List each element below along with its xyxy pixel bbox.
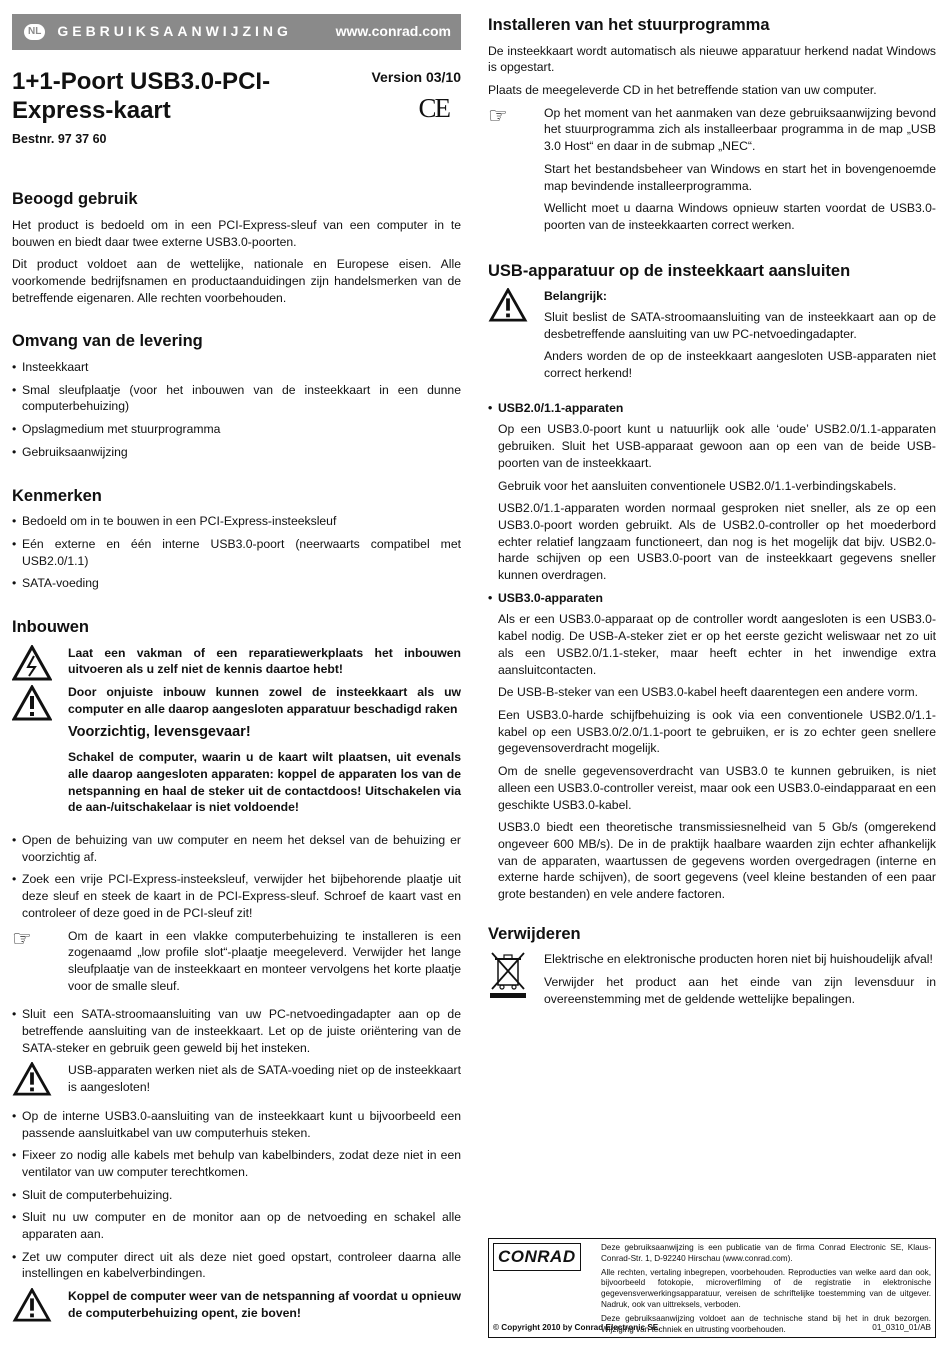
warning-text-2: Door onjuiste inbouw kunnen zowel de insteekkaart als uw computer en alle daarop aangesloten apparatuur beschadigd raken (68, 684, 461, 716)
heading-kenmerken: Kenmerken (12, 486, 102, 505)
document-code: 01_0310_01/AB (872, 1323, 931, 1333)
caution-title: Voorzichtig, levensgevaar! (68, 724, 251, 741)
usb-important-block (488, 288, 936, 388)
installeren-paragraph-2: Plaats de meegeleverde CD in het betreffende station van uw computer. (488, 83, 877, 97)
important-title: Belangrijk: (544, 289, 607, 304)
beoogd-paragraph-1: Het product is bedoeld om in een PCI-Express-sleuf van een computer in te bouwen en biedt daar twee externe USB3.0-poorten. (12, 217, 461, 249)
list-item: • Sluit nu uw computer en de monitor aan op de netvoeding en schakel alle apparaten aan. (12, 1209, 461, 1242)
usb2-paragraph: Op een USB3.0-poort kunt u natuurlijk ook alle ‘oude’ USB2.0/1.1-apparaten gebruiken. Sluit het USB-apparaat gewoon aan op een van de beide USB-poorten van de insteekkaart. (498, 422, 936, 470)
list-item: • Smal sleufplaatje (voor het inbouwen van de insteekkaart in een dunne computerbehuizing) (12, 382, 461, 415)
list-item: • Fixeer zo nodig alle kabels met behulp van kabelbinders, zodat deze niet in een ventilator van uw computer terechtkomen. (12, 1147, 461, 1180)
heading-installeren: Installeren van het stuurprogramma (488, 16, 770, 34)
imprint-paragraph-2: Alle rechten, vertaling inbegrepen, voorbehouden. Reproducties van welke aard dan ook, bijvoorbeeld fotokopie, microverfilming of de registratie in elektronische gegevensverwerkingsapparatuur, vereisen de schriftelijke toestemming van de uitgever. Nadruk, ook van uittreksels, verboden. (601, 1267, 931, 1310)
heading-omvang: Omvang van de levering (12, 332, 203, 351)
ce-mark-icon: CE (418, 93, 449, 124)
header-title: GEBRUIKSAANWIJZING (57, 23, 292, 40)
warning-text-3: USB-apparaten werken niet als de SATA-voeding niet op de insteekkaart is aangesloten! (68, 1063, 461, 1095)
language-badge: NL (24, 24, 45, 40)
right-column (488, 14, 936, 1019)
list-item: • Open de behuizing van uw computer en neem het deksel van de behuizing er voorzichtig af. (12, 832, 461, 865)
heading-usb: USB-apparatuur op de insteekkaart aansluiten (488, 261, 851, 280)
warning-triangle-icon (12, 1288, 52, 1322)
disposal-block (488, 951, 936, 1013)
kenmerken-list (12, 513, 461, 592)
usb3-paragraph: Een USB3.0-harde schijfbehuizing is ook via een conventionele USB2.0/1.1-kabel op een USB3.0/2.0/1.1-poort te gebruiken, er is zo echter geen snellere gegevensoverdracht mogelijk. (498, 707, 936, 756)
important-paragraph-2: Anders worden de op de insteekkaart aangesloten USB-apparaten niet correct herkend! (544, 349, 936, 381)
crossed-bin-icon (488, 951, 528, 999)
usb3-paragraph: USB3.0 biedt een theoretische transmissiesnelheid van 5 Gb/s (omgerekend ongeveer 600 MB/s). De in de praktijk haalbare waarden zijn echter afhankelijk van de apparaten, waartussen de gegevens worden overgedragen (interne en externe harde schijven), de soort gegevens (veel kleine bestanden of een paar grote bestanden) en vele andere factoren. (498, 820, 936, 902)
title-row (12, 68, 461, 127)
inbouwen-warning-block (12, 645, 461, 822)
list-item: • Sluit een SATA-stroomaansluiting van uw PC-netvoedingadapter aan op de betreffende aansluiting van de insteekkaart. Let op de juiste oriëntering van de SATA-steker en gebruik geen geweld bij het insteken. (12, 1006, 461, 1056)
disposal-paragraph-1: Elektrische en elektronische producten horen niet bij huishoudelijk afval! (544, 952, 933, 967)
header-url: www.conrad.com (335, 23, 451, 40)
list-item: • Eén externe en één interne USB3.0-poort (neerwaarts compatibel met USB2.0/1.1) (12, 536, 461, 569)
list-item: • Zet uw computer direct uit als deze niet goed opstart, controleer daarna alle instellingen en kabelverbindingen. (12, 1249, 461, 1282)
install-note-1: Op het moment van het aanmaken van deze gebruiksaanwijzing bevond het stuurprogramma zich als installeerbaar programma in de map „USB 3.0 Host“ en daar in de submap „NEC“. (544, 105, 936, 154)
usb2-paragraph: Gebruik voor het aansluiten conventionele USB2.0/1.1-verbindingskabels. (498, 478, 897, 493)
warning-text-1: Laat een vakman of een reparatiewerkplaats het inbouwen uitvoeren als u zelf niet de kennis daartoe hebt! (68, 645, 461, 677)
product-title: 1+1-Poort USB3.0-PCI-Express-kaart (12, 68, 271, 124)
version-label: Version 03/10 (371, 69, 461, 85)
list-item: • Opslagmedium met stuurprogramma (12, 421, 461, 438)
inbouwen-steps-a (12, 832, 461, 922)
conrad-logo: CONRAD (493, 1243, 581, 1271)
version-box (341, 68, 461, 127)
install-note-block (488, 102, 936, 240)
beoogd-paragraph-2: Dit product voldoet aan de wettelijke, nationale en Europese eisen. Alle voorkomende bedrijfsnamen en productaanduidingen zijn handelsmerken van de betreffende eigenaren. Alle rechten voorbehouden. (12, 257, 461, 305)
list-item: • Sluit de computerbehuizing. (12, 1187, 461, 1204)
sata-warning-block (12, 1062, 461, 1101)
usb2-paragraph: USB2.0/1.1-apparaten worden normaal gesproken niet sneller, als ze op een USB3.0-poort worden gebruikt. Als de USB2.0-controller op het moederbord echter relatief langzaam functioneert, dan nog is het mogelijk dat bijv. USB2.0-harde schijven op een USB3.0-poort van de insteekkaart gegevens sneller kunnen overdragen. (498, 501, 936, 583)
list-item: • Bedoeld om in te bouwen in een PCI-Express-insteeksleuf (12, 513, 461, 530)
warning-text-4: Koppel de computer weer van de netspanning af voordat u opnieuw de computerbehuizing opent, zie boven! (68, 1289, 461, 1320)
important-paragraph-1: Sluit beslist de SATA-stroomaansluiting van de insteekkaart aan op de desbetreffende aansluiting van uw PC-netvoedingadapter. (544, 309, 936, 341)
warning-triangle-icon (488, 288, 528, 322)
warning-triangle-icon (12, 685, 52, 721)
imprint-box (488, 1238, 936, 1338)
usb3-paragraph: Als er een USB3.0-apparaat op de controller wordt aangesloten is een USB3.0-kabel nodig. De USB-A-steker ziet er op het eerste gezicht weliswaar net zo uit als een USB2.0/1.1-steker, maar heeft echter in het inwendige extra aansluitcontacten. (498, 612, 936, 677)
heading-verwijderen: Verwijderen (488, 924, 581, 943)
usb2-title: • USB2.0/1.1-apparaten (488, 400, 936, 417)
pointing-hand-icon: ☞ (488, 102, 508, 128)
header-bar (12, 14, 461, 50)
install-note-2: Start het bestandsbeheer van Windows en start het in bovengenoemde map bevindende installeerprogramma. (544, 161, 936, 193)
heading-inbouwen: Inbouwen (12, 617, 89, 636)
order-number: Bestnr. 97 37 60 (12, 132, 107, 147)
omvang-list (12, 359, 461, 461)
install-note-3: Wellicht moet u daarna Windows opnieuw starten voordat de USB3.0-poorten van de insteekkaarten correct werken. (544, 201, 936, 232)
imprint-paragraph-1: Deze gebruiksaanwijzing is een publicatie van de firma Conrad Electronic SE, Klaus-Conrad-Str. 1, D-92240 Hirschau (www.conrad.com). (601, 1243, 931, 1263)
usb3-title: • USB3.0-apparaten (488, 590, 936, 607)
list-item: • Insteekkaart (12, 359, 461, 376)
warning-triangle-icon (12, 1062, 52, 1096)
imprint-paragraph-3: Deze gebruiksaanwijzing voldoet aan de technische stand bij het in druk bezorgen. Wijziging van techniek en uitrusting voorbehouden. (601, 1313, 931, 1334)
usb3-paragraph: De USB-B-steker van een USB3.0-kabel heeft daarentegen een andere vorm. (498, 685, 919, 700)
note-block (12, 925, 461, 1001)
electric-hazard-icon (12, 645, 52, 681)
caution-text: Schakel de computer, waarin u de kaart wilt plaatsen, uit evenals alle daarop aangesloten apparaten: koppel de apparaten los van de netspanning en haal de steker uit de contactdoos! Uitschakelen via de aan-/uitschakelaar is niet voldoende! (68, 750, 461, 815)
disposal-paragraph-2: Verwijder het product aan het einde van zijn levensduur in overeenstemming met de geldende wettelijke bepalingen. (544, 975, 936, 1006)
pointing-hand-icon: ☞ (12, 925, 32, 951)
usb2-section (488, 421, 936, 583)
usb3-paragraph: Om de snelle gegevensoverdracht van USB3.0 te kunnen gebruiken, is niet alleen een USB3.0-controller vereist, maar ook een USB3.0-eindapparaat en een geschikte USB3.0-kabel. (498, 764, 936, 812)
left-column (12, 14, 461, 1334)
inbouwen-steps-b (12, 1108, 461, 1282)
imprint-bottom-row (493, 1323, 931, 1334)
note-text: Om de kaart in een vlakke computerbehuizing te installeren is een zogenaamd „low profile slot“-plaatje meegeleverd. Verwijder het lange sleufplaatje van de insteekkaart en monteer vervolgens het korte plaatje voor de smalle sleuf. (68, 928, 461, 993)
final-warning-block (12, 1288, 461, 1327)
list-item: • Op de interne USB3.0-aansluiting van de insteekkaart kunt u bijvoorbeeld een passende aansluitkabel van uw computerhuis steken. (12, 1108, 461, 1141)
copyright-text: © Copyright 2010 by Conrad Electronic SE. (493, 1323, 661, 1333)
inbouwen-step-sata (12, 1006, 461, 1056)
list-item: • SATA-voeding (12, 575, 461, 592)
installeren-paragraph-1: De insteekkaart wordt automatisch als nieuwe apparatuur herkend nadat Windows is opgestart. (488, 43, 936, 75)
list-item: • Zoek een vrije PCI-Express-insteeksleuf, verwijder het bijbehorende plaatje uit deze sleuf en steek de kaart in de PCI-Express-sleuf. Schroef de kaart vast en controleer of deze goed in de PCI-sleuf zit! (12, 871, 461, 921)
heading-beoogd: Beoogd gebruik (12, 190, 138, 209)
list-item: • Gebruiksaanwijzing (12, 444, 461, 461)
usb3-section (488, 611, 936, 902)
